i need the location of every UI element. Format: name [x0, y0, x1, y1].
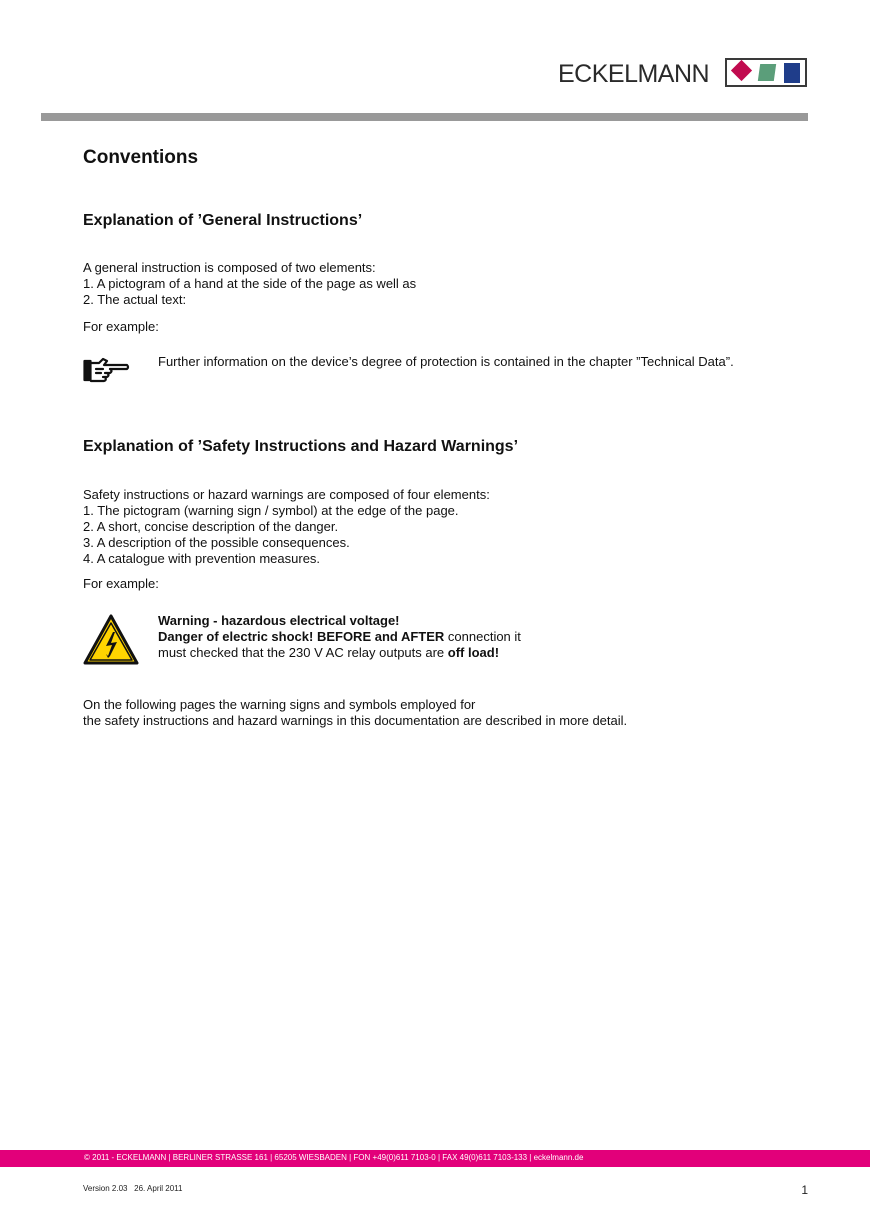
intro-line: 1. The pictogram (warning sign / symbol) at the edge of the page.: [83, 503, 459, 518]
intro-line: 4. A catalogue with prevention measures.: [83, 551, 321, 566]
warning-text: connection it: [444, 629, 521, 644]
page-number: 1: [801, 1183, 808, 1197]
logo-red-square: [731, 60, 752, 81]
section-heading-general-instructions: Explanation of ’General Instructions’: [83, 212, 363, 229]
version-info: Version 2.03 26. April 2011: [83, 1184, 183, 1193]
eckelmann-logo: [558, 57, 808, 89]
warning-danger-text: Danger of electric shock! BEFORE and AFTER: [158, 629, 445, 644]
pointing-hand-icon: [83, 357, 131, 383]
logo-squares: [725, 58, 807, 87]
closing-line: the safety instructions and hazard warnings in this documentation are described in more detail.: [83, 713, 628, 728]
logo-green-square: [758, 64, 776, 81]
warning-line: [158, 645, 678, 661]
safety-instructions-intro: [83, 487, 490, 567]
closing-line: On the following pages the warning signs and symbols employed for: [83, 697, 476, 712]
intro-line: A general instruction is composed of two elements:: [83, 260, 376, 275]
footer-bar: [0, 1150, 870, 1167]
intro-line: 2. The actual text:: [83, 292, 187, 307]
intro-line: 3. A description of the possible consequences.: [83, 535, 350, 550]
general-instruction-example-text: Further information on the device’s degree of protection is contained in the chapter ”Technical Data”.: [158, 354, 734, 369]
header-divider: [41, 113, 808, 121]
example-label: For example:: [83, 319, 159, 334]
intro-line: 2. A short, concise description of the danger.: [83, 519, 339, 534]
intro-line: Safety instructions or hazard warnings are composed of four elements:: [83, 487, 490, 502]
warning-example-text: [158, 613, 678, 661]
section-heading-safety-instructions: Explanation of ’Safety Instructions and Hazard Warnings’: [83, 438, 519, 455]
high-voltage-warning-icon: [83, 614, 139, 665]
warning-heading: Warning - hazardous electrical voltage!: [158, 613, 400, 628]
intro-line: 1. A pictogram of a hand at the side of the page as well as: [83, 276, 417, 291]
general-instructions-intro: [83, 260, 416, 308]
logo-wordmark: ECKELMANN: [558, 60, 710, 88]
warning-text: must checked that the 230 V AC relay outputs are: [158, 645, 448, 660]
warning-line: [158, 629, 678, 645]
warning-off-load: off load!: [447, 645, 500, 660]
example-label: For example:: [83, 576, 159, 591]
logo-blue-square: [784, 63, 800, 83]
footer-address: © 2011 - ECKELMANN | BERLINER STRASSE 161 | 65205 WIESBADEN | FON +49(0)611 7103-0 | FAX 49(0)611 7103-133 | eckelmann.de: [84, 1153, 584, 1162]
page-title: Conventions: [83, 147, 199, 168]
closing-paragraph: [83, 697, 843, 729]
